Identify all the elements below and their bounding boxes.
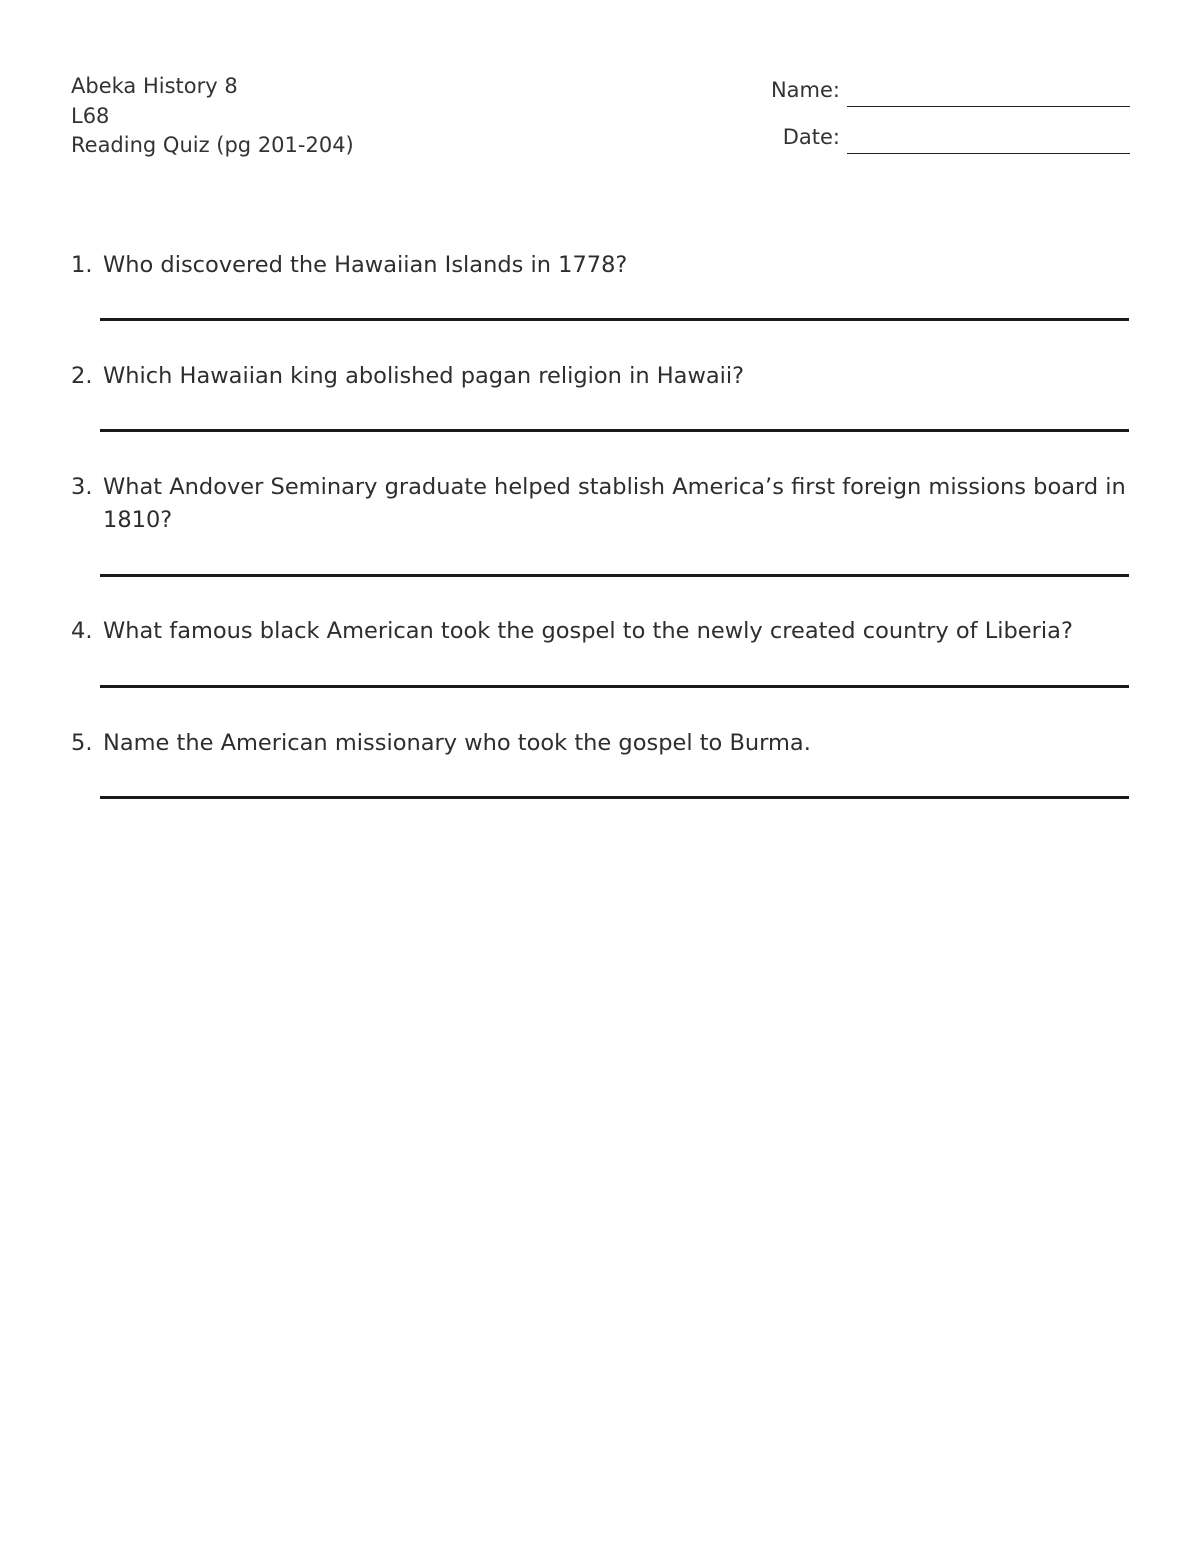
answer-line-4[interactable] [100,685,1129,688]
question-3 [71,471,1141,537]
name-blank-line[interactable] [847,106,1130,107]
question-number: 4. [71,618,93,644]
question-number: 3. [71,474,93,500]
answer-line-5[interactable] [100,796,1129,799]
question-number: 2. [71,363,93,389]
answer-line-2[interactable] [100,429,1129,432]
quiz-header [71,72,354,161]
question-5 [71,727,1141,760]
question-4 [71,615,1141,648]
name-label: Name: [770,78,840,102]
quiz-title: Reading Quiz (pg 201-204) [71,133,354,157]
question-1 [71,249,1141,282]
question-text: What Andover Seminary graduate helped stablish America’s first foreign missions board in 1810? [103,474,1126,533]
date-blank-line[interactable] [847,153,1130,154]
question-2 [71,360,1141,393]
lesson-number: L68 [71,103,110,128]
question-text: Which Hawaiian king abolished pagan religion in Hawaii? [103,363,745,389]
question-text: Who discovered the Hawaiian Islands in 1778? [103,252,628,278]
name-field [740,78,1130,118]
question-number: 5. [71,730,93,756]
question-number: 1. [71,252,93,278]
course-title: Abeka History 8 [71,74,238,98]
question-text: Name the American missionary who took the gospel to Burma. [103,730,811,756]
answer-line-1[interactable] [100,318,1129,321]
date-field [740,125,1130,165]
question-text: What famous black American took the gospel to the newly created country of Liberia? [103,618,1073,644]
answer-line-3[interactable] [100,574,1129,577]
date-label: Date: [782,125,840,149]
